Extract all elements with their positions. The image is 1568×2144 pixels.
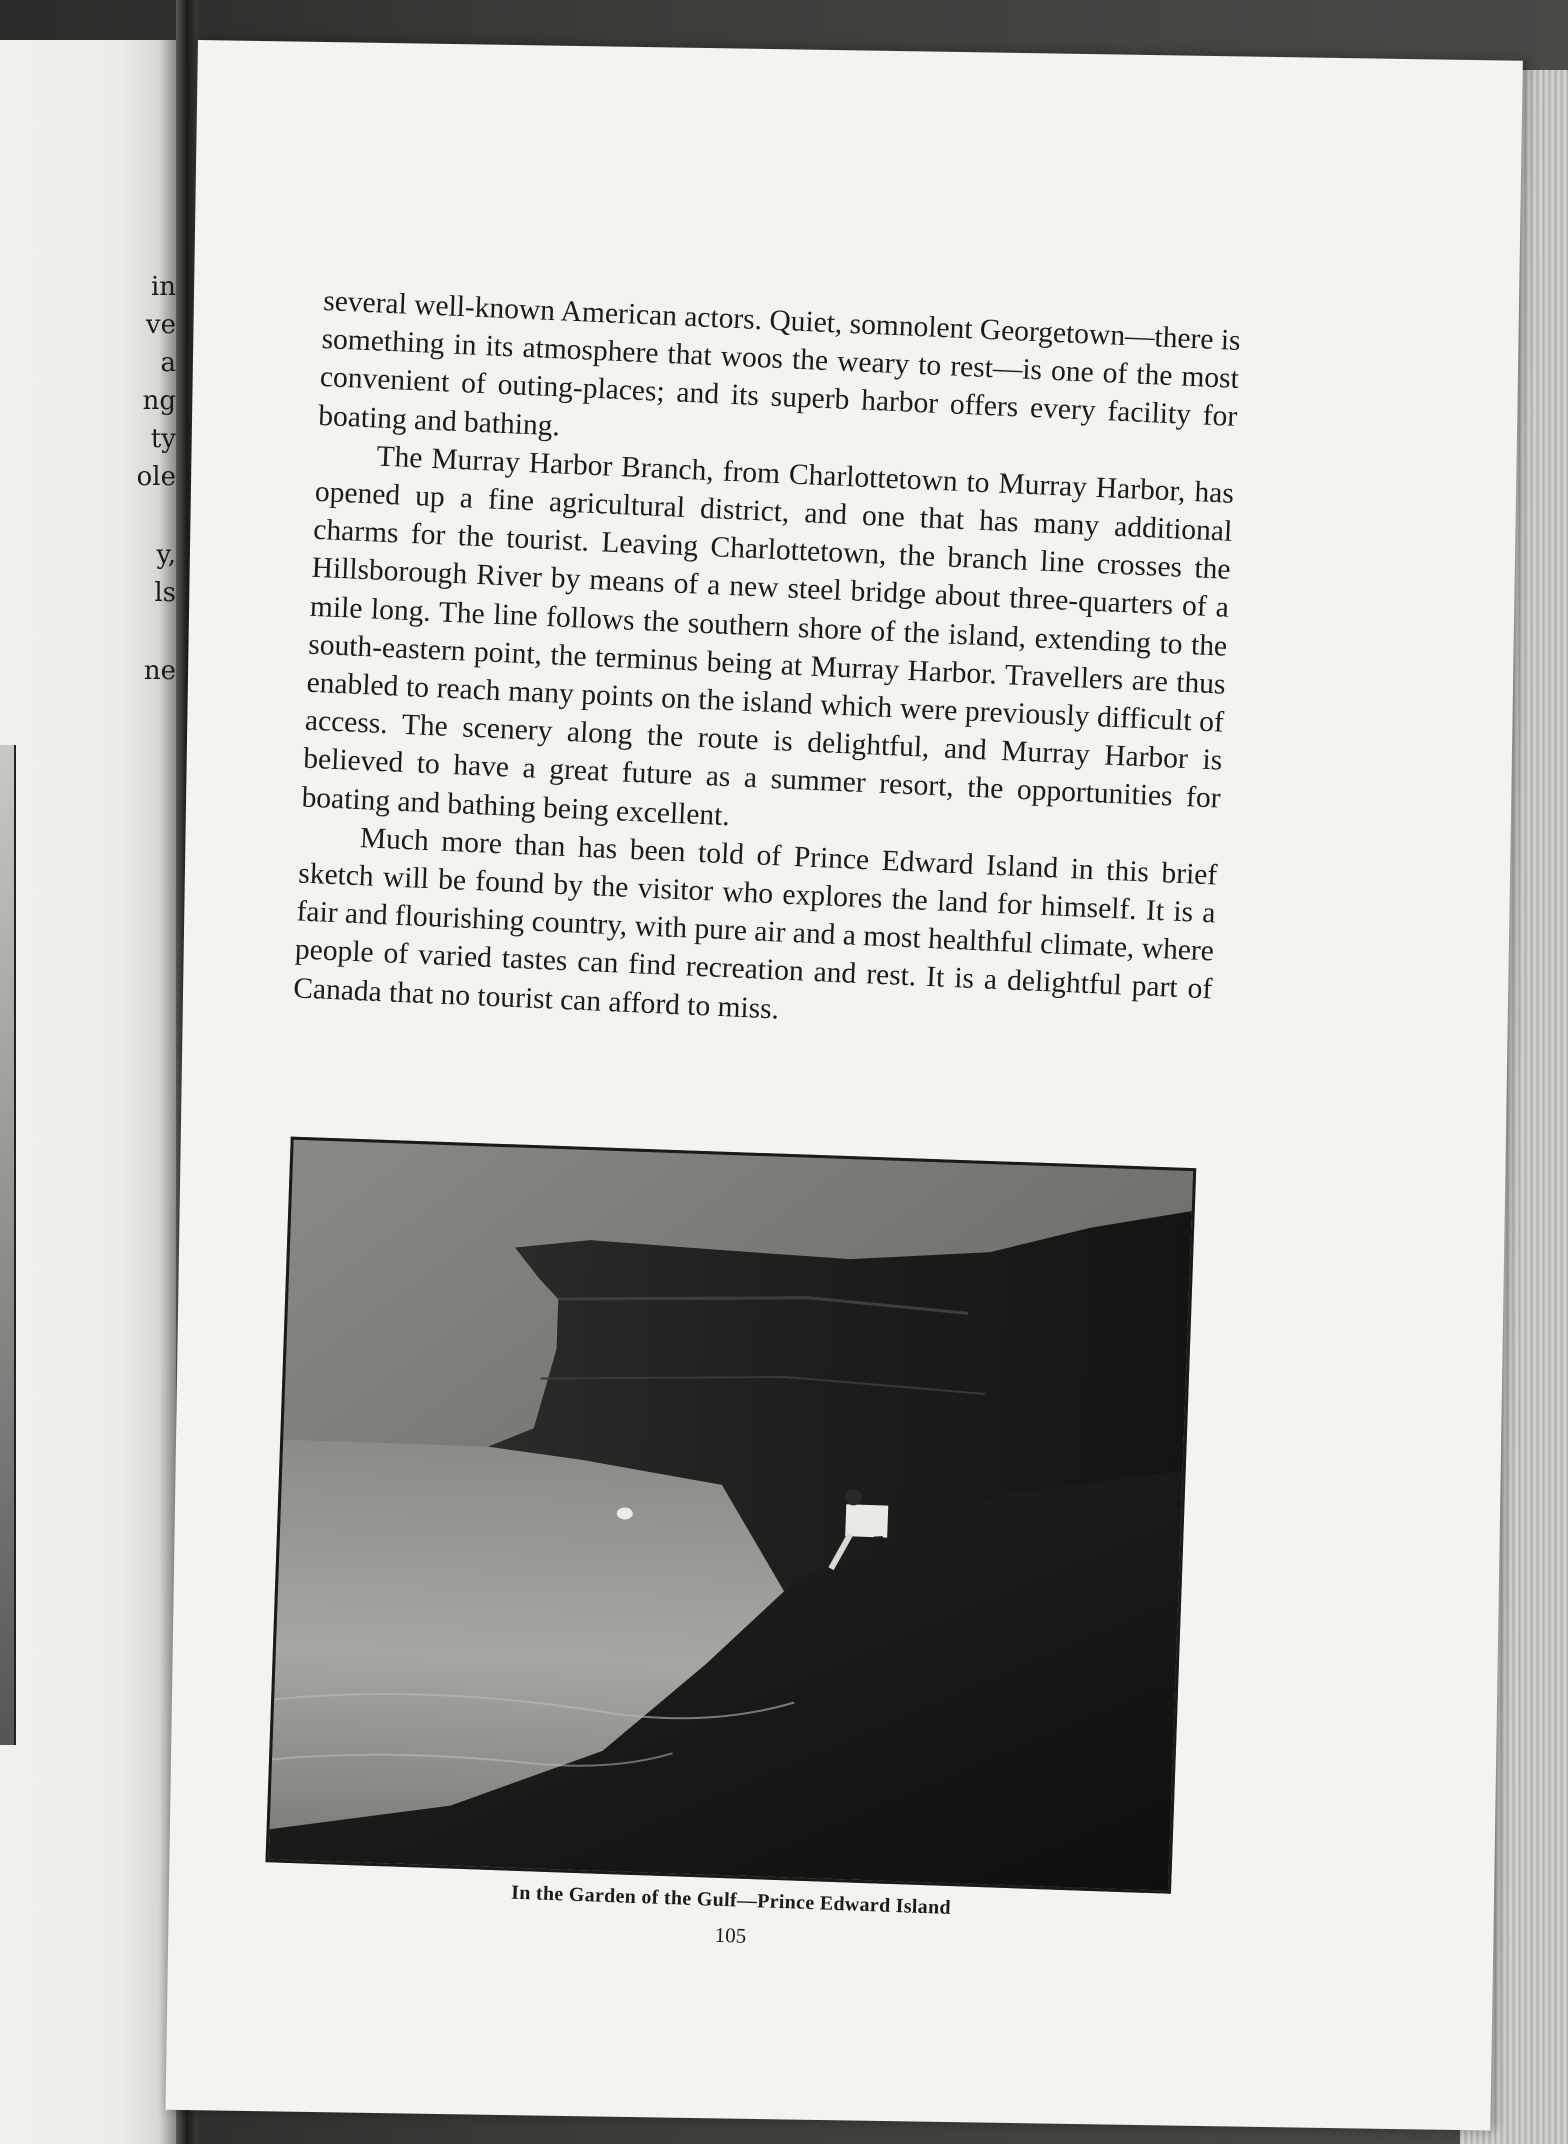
body-text — [293, 282, 1242, 1047]
left-page-fragment: ve — [145, 310, 176, 340]
photo-image — [269, 1140, 1194, 1891]
paragraph: several well-known American actors. Quiet, somnolent Georgetown—there is something in its atmosphere that woos the weary to rest—is one of the most convenient of outing-places; and its superb harbor offers every facility for boating and bathing. — [317, 285, 1242, 443]
right-page — [165, 40, 1522, 2131]
left-page-fragment: ole — [136, 462, 176, 492]
left-page-fragment: y, — [156, 540, 176, 570]
left-page — [0, 40, 176, 2144]
left-page-fragment: ng — [142, 386, 176, 416]
paragraph: Much more than has been told of Prince Edward Island in this brief sketch will be found by the visitor who explores the land for himself. It is a fair and flourishing country, with pure air and a most healthful climate, where people of varied tastes can find recreation and rest. It is a delightful part of Canada that no tourist can afford to miss. — [292, 821, 1218, 1026]
left-page-fragment: ls — [154, 578, 176, 608]
cliff-photograph — [265, 1137, 1196, 1894]
left-page-fragment: in — [150, 272, 176, 302]
paragraph: The Murray Harbor Branch, from Charlottetown to Murray Harbor, has opened up a fine agricultural district, and one that has many additional charms for the tourist. Leaving Charlottetown, the branch line crosses the Hillsborough River by means of a new steel bridge about three-quarters of a mile long. The line follows the southern shore of the island, extending to the south-eastern point, the terminus being at Murray Harbor. Travellers are thus enabled to reach many points on the island which were previously difficult of access. The scenery along the route is delightful, and Murray Harbor is believed to have a great future as a summer resort, the opportunities for boating and bathing being excellent. — [301, 440, 1235, 832]
page-number: 105 — [714, 1922, 747, 1948]
photo-caption: In the Garden of the Gulf—Prince Edward Island — [510, 1881, 952, 1919]
left-page-fragment: ne — [143, 656, 176, 686]
left-page-photo-edge — [0, 745, 16, 1745]
left-page-fragment: a — [160, 348, 176, 378]
left-page-fragment: ty — [150, 424, 176, 454]
